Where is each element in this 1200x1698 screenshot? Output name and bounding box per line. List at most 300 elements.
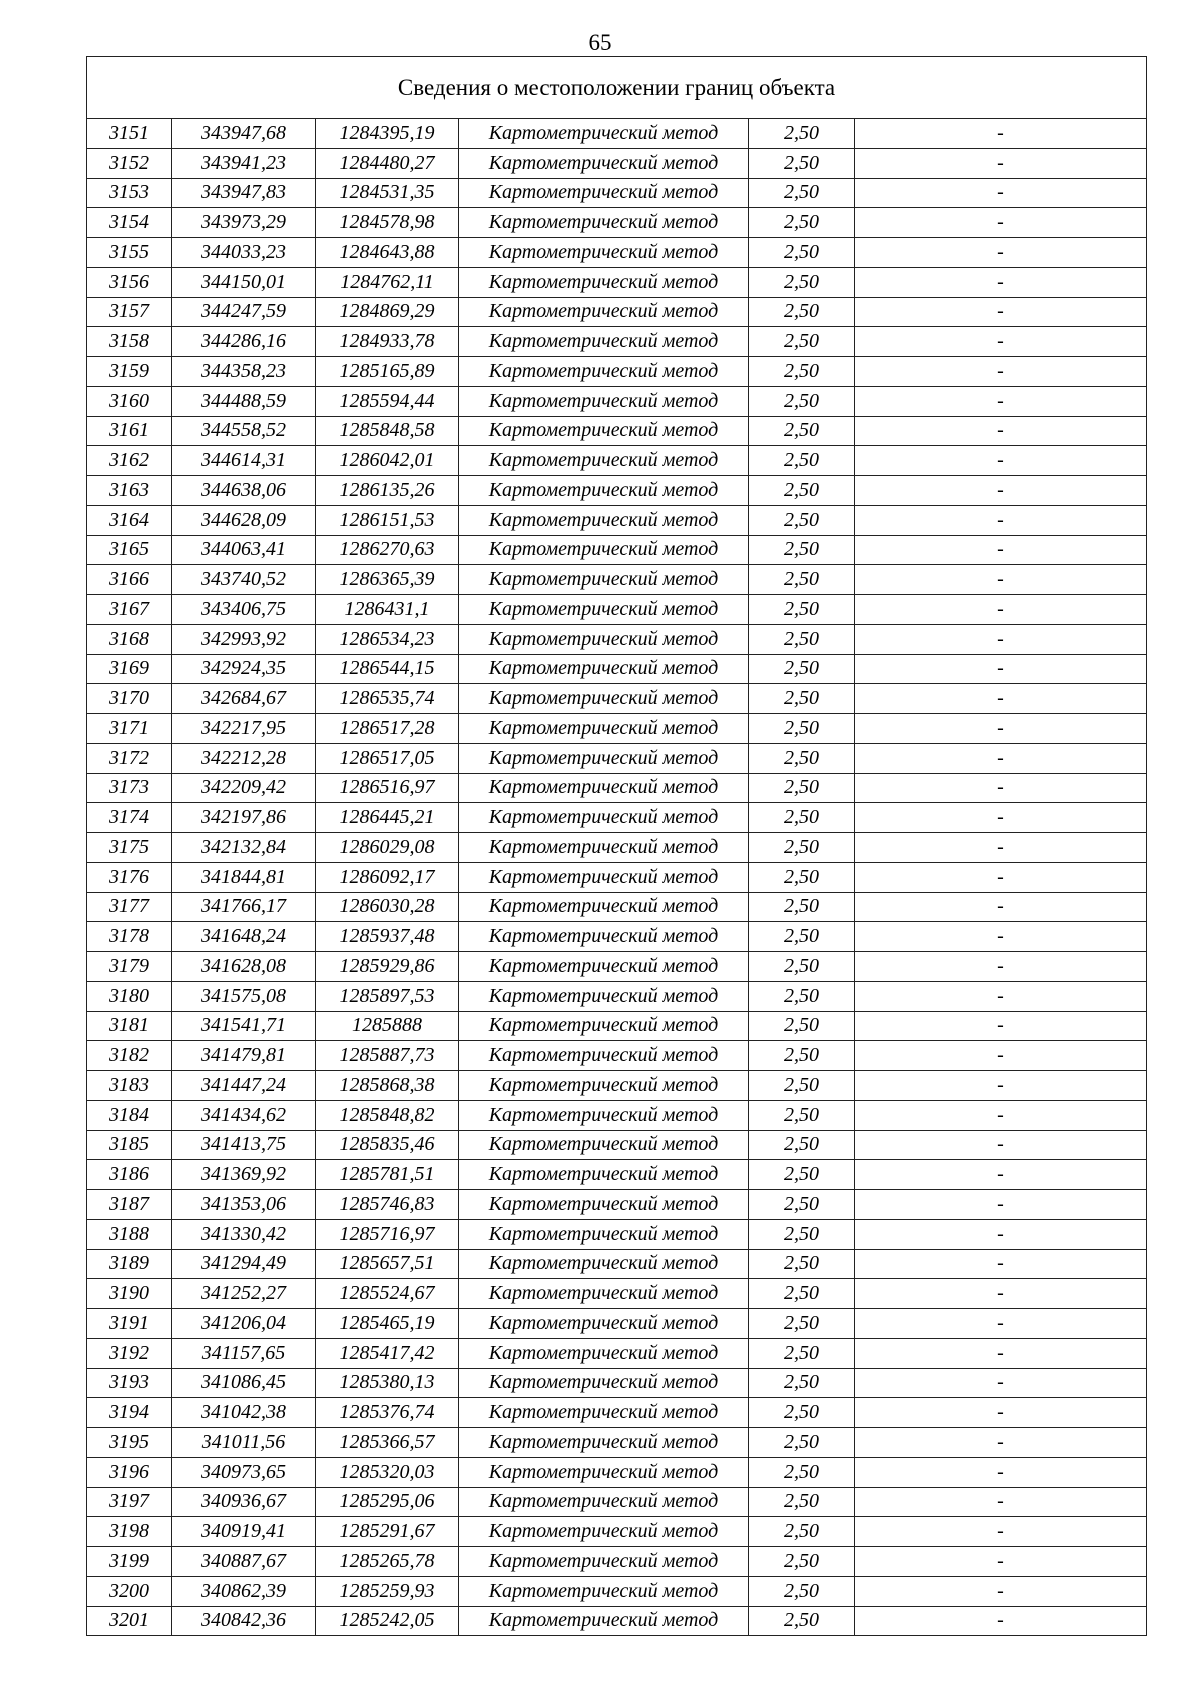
description-cell: - (855, 624, 1147, 654)
x-coordinate-cell: 344063,41 (172, 535, 316, 565)
y-coordinate-cell: 1285657,51 (316, 1249, 459, 1279)
table-row (87, 1249, 1147, 1279)
accuracy-cell: 2,50 (749, 1368, 855, 1398)
table-row (87, 892, 1147, 922)
point-number-cell: 3178 (87, 922, 172, 952)
accuracy-cell: 2,50 (749, 1100, 855, 1130)
table-title-row (87, 57, 1147, 119)
point-number-cell: 3169 (87, 654, 172, 684)
table-row (87, 1041, 1147, 1071)
method-cell: Картометрический метод (459, 1160, 749, 1190)
x-coordinate-cell: 341330,42 (172, 1219, 316, 1249)
table-row (87, 238, 1147, 268)
method-cell: Картометрический метод (459, 267, 749, 297)
y-coordinate-cell: 1286030,28 (316, 892, 459, 922)
method-cell: Картометрический метод (459, 297, 749, 327)
x-coordinate-cell: 344628,09 (172, 505, 316, 535)
y-coordinate-cell: 1285781,51 (316, 1160, 459, 1190)
description-cell: - (855, 803, 1147, 833)
description-cell: - (855, 1338, 1147, 1368)
table-row (87, 1160, 1147, 1190)
accuracy-cell: 2,50 (749, 773, 855, 803)
y-coordinate-cell: 1285897,53 (316, 981, 459, 1011)
y-coordinate-cell: 1285417,42 (316, 1338, 459, 1368)
y-coordinate-cell: 1286431,1 (316, 595, 459, 625)
table-row (87, 1368, 1147, 1398)
method-cell: Картометрический метод (459, 535, 749, 565)
point-number-cell: 3157 (87, 297, 172, 327)
point-number-cell: 3193 (87, 1368, 172, 1398)
x-coordinate-cell: 342197,86 (172, 803, 316, 833)
point-number-cell: 3180 (87, 981, 172, 1011)
description-cell: - (855, 1398, 1147, 1428)
y-coordinate-cell: 1286270,63 (316, 535, 459, 565)
accuracy-cell: 2,50 (749, 1219, 855, 1249)
method-cell: Картометрический метод (459, 1100, 749, 1130)
description-cell: - (855, 535, 1147, 565)
point-number-cell: 3171 (87, 714, 172, 744)
accuracy-cell: 2,50 (749, 1487, 855, 1517)
x-coordinate-cell: 341206,04 (172, 1309, 316, 1339)
table-row (87, 1487, 1147, 1517)
description-cell: - (855, 505, 1147, 535)
description-cell: - (855, 297, 1147, 327)
description-cell: - (855, 1279, 1147, 1309)
y-coordinate-cell: 1285887,73 (316, 1041, 459, 1071)
method-cell: Картометрический метод (459, 1576, 749, 1606)
x-coordinate-cell: 341353,06 (172, 1190, 316, 1220)
description-cell: - (855, 1130, 1147, 1160)
description-cell: - (855, 952, 1147, 982)
accuracy-cell: 2,50 (749, 684, 855, 714)
table-row (87, 1457, 1147, 1487)
x-coordinate-cell: 342209,42 (172, 773, 316, 803)
accuracy-cell: 2,50 (749, 565, 855, 595)
point-number-cell: 3195 (87, 1428, 172, 1458)
table-row (87, 862, 1147, 892)
y-coordinate-cell: 1284395,19 (316, 119, 459, 149)
y-coordinate-cell: 1284762,11 (316, 267, 459, 297)
x-coordinate-cell: 343406,75 (172, 595, 316, 625)
table-row (87, 1309, 1147, 1339)
table-body (87, 57, 1147, 1636)
y-coordinate-cell: 1284933,78 (316, 327, 459, 357)
method-cell: Картометрический метод (459, 416, 749, 446)
y-coordinate-cell: 1285929,86 (316, 952, 459, 982)
table-row (87, 1100, 1147, 1130)
method-cell: Картометрический метод (459, 178, 749, 208)
accuracy-cell: 2,50 (749, 1041, 855, 1071)
description-cell: - (855, 446, 1147, 476)
method-cell: Картометрический метод (459, 565, 749, 595)
x-coordinate-cell: 341575,08 (172, 981, 316, 1011)
point-number-cell: 3153 (87, 178, 172, 208)
point-number-cell: 3166 (87, 565, 172, 595)
y-coordinate-cell: 1285937,48 (316, 922, 459, 952)
point-number-cell: 3168 (87, 624, 172, 654)
method-cell: Картометрический метод (459, 624, 749, 654)
table-row (87, 1576, 1147, 1606)
accuracy-cell: 2,50 (749, 714, 855, 744)
x-coordinate-cell: 344247,59 (172, 297, 316, 327)
description-cell: - (855, 1487, 1147, 1517)
table-row (87, 416, 1147, 446)
method-cell: Картометрический метод (459, 892, 749, 922)
accuracy-cell: 2,50 (749, 833, 855, 863)
accuracy-cell: 2,50 (749, 1011, 855, 1041)
accuracy-cell: 2,50 (749, 208, 855, 238)
x-coordinate-cell: 342993,92 (172, 624, 316, 654)
y-coordinate-cell: 1286445,21 (316, 803, 459, 833)
description-cell: - (855, 238, 1147, 268)
x-coordinate-cell: 343941,23 (172, 148, 316, 178)
description-cell: - (855, 1160, 1147, 1190)
table-row (87, 327, 1147, 357)
accuracy-cell: 2,50 (749, 743, 855, 773)
method-cell: Картометрический метод (459, 743, 749, 773)
point-number-cell: 3177 (87, 892, 172, 922)
table-row (87, 1547, 1147, 1577)
description-cell: - (855, 714, 1147, 744)
table-row (87, 565, 1147, 595)
table-row (87, 624, 1147, 654)
accuracy-cell: 2,50 (749, 119, 855, 149)
point-number-cell: 3176 (87, 862, 172, 892)
page-number: 65 (588, 30, 612, 55)
table-row (87, 267, 1147, 297)
accuracy-cell: 2,50 (749, 654, 855, 684)
y-coordinate-cell: 1285524,67 (316, 1279, 459, 1309)
point-number-cell: 3190 (87, 1279, 172, 1309)
method-cell: Картометрический метод (459, 952, 749, 982)
point-number-cell: 3187 (87, 1190, 172, 1220)
point-number-cell: 3183 (87, 1071, 172, 1101)
x-coordinate-cell: 341541,71 (172, 1011, 316, 1041)
description-cell: - (855, 1368, 1147, 1398)
y-coordinate-cell: 1286135,26 (316, 476, 459, 506)
y-coordinate-cell: 1284869,29 (316, 297, 459, 327)
x-coordinate-cell: 344033,23 (172, 238, 316, 268)
accuracy-cell: 2,50 (749, 1428, 855, 1458)
method-cell: Картометрический метод (459, 357, 749, 387)
description-cell: - (855, 1576, 1147, 1606)
point-number-cell: 3172 (87, 743, 172, 773)
method-cell: Картометрический метод (459, 1457, 749, 1487)
table-row (87, 1071, 1147, 1101)
y-coordinate-cell: 1286092,17 (316, 862, 459, 892)
x-coordinate-cell: 340936,67 (172, 1487, 316, 1517)
point-number-cell: 3151 (87, 119, 172, 149)
description-cell: - (855, 1071, 1147, 1101)
point-number-cell: 3159 (87, 357, 172, 387)
method-cell: Картометрический метод (459, 1041, 749, 1071)
method-cell: Картометрический метод (459, 238, 749, 268)
table-row (87, 743, 1147, 773)
y-coordinate-cell: 1286516,97 (316, 773, 459, 803)
table-row (87, 1338, 1147, 1368)
point-number-cell: 3156 (87, 267, 172, 297)
point-number-cell: 3196 (87, 1457, 172, 1487)
method-cell: Картометрический метод (459, 803, 749, 833)
x-coordinate-cell: 341252,27 (172, 1279, 316, 1309)
x-coordinate-cell: 341766,17 (172, 892, 316, 922)
x-coordinate-cell: 344614,31 (172, 446, 316, 476)
point-number-cell: 3181 (87, 1011, 172, 1041)
method-cell: Картометрический метод (459, 1011, 749, 1041)
point-number-cell: 3155 (87, 238, 172, 268)
x-coordinate-cell: 340919,41 (172, 1517, 316, 1547)
point-number-cell: 3188 (87, 1219, 172, 1249)
accuracy-cell: 2,50 (749, 1606, 855, 1636)
method-cell: Картометрический метод (459, 446, 749, 476)
description-cell: - (855, 1190, 1147, 1220)
x-coordinate-cell: 341413,75 (172, 1130, 316, 1160)
point-number-cell: 3173 (87, 773, 172, 803)
y-coordinate-cell: 1285320,03 (316, 1457, 459, 1487)
table-row (87, 535, 1147, 565)
accuracy-cell: 2,50 (749, 238, 855, 268)
point-number-cell: 3161 (87, 416, 172, 446)
method-cell: Картометрический метод (459, 476, 749, 506)
x-coordinate-cell: 342212,28 (172, 743, 316, 773)
y-coordinate-cell: 1285242,05 (316, 1606, 459, 1636)
method-cell: Картометрический метод (459, 1398, 749, 1428)
table-row (87, 1130, 1147, 1160)
accuracy-cell: 2,50 (749, 595, 855, 625)
method-cell: Картометрический метод (459, 922, 749, 952)
point-number-cell: 3182 (87, 1041, 172, 1071)
y-coordinate-cell: 1286517,28 (316, 714, 459, 744)
x-coordinate-cell: 342924,35 (172, 654, 316, 684)
description-cell: - (855, 476, 1147, 506)
table-row (87, 1279, 1147, 1309)
table-row (87, 386, 1147, 416)
point-number-cell: 3164 (87, 505, 172, 535)
accuracy-cell: 2,50 (749, 148, 855, 178)
x-coordinate-cell: 344488,59 (172, 386, 316, 416)
x-coordinate-cell: 341434,62 (172, 1100, 316, 1130)
accuracy-cell: 2,50 (749, 624, 855, 654)
method-cell: Картометрический метод (459, 862, 749, 892)
point-number-cell: 3158 (87, 327, 172, 357)
description-cell: - (855, 178, 1147, 208)
y-coordinate-cell: 1285165,89 (316, 357, 459, 387)
x-coordinate-cell: 340842,36 (172, 1606, 316, 1636)
point-number-cell: 3198 (87, 1517, 172, 1547)
table-row (87, 357, 1147, 387)
y-coordinate-cell: 1286534,23 (316, 624, 459, 654)
y-coordinate-cell: 1285716,97 (316, 1219, 459, 1249)
method-cell: Картометрический метод (459, 1219, 749, 1249)
method-cell: Картометрический метод (459, 654, 749, 684)
description-cell: - (855, 922, 1147, 952)
description-cell: - (855, 148, 1147, 178)
method-cell: Картометрический метод (459, 386, 749, 416)
description-cell: - (855, 357, 1147, 387)
accuracy-cell: 2,50 (749, 535, 855, 565)
description-cell: - (855, 1219, 1147, 1249)
accuracy-cell: 2,50 (749, 803, 855, 833)
x-coordinate-cell: 341447,24 (172, 1071, 316, 1101)
table-row (87, 1428, 1147, 1458)
description-cell: - (855, 773, 1147, 803)
table-row (87, 773, 1147, 803)
table-row (87, 595, 1147, 625)
point-number-cell: 3184 (87, 1100, 172, 1130)
method-cell: Картометрический метод (459, 1249, 749, 1279)
table-row (87, 684, 1147, 714)
point-number-cell: 3189 (87, 1249, 172, 1279)
table-row (87, 922, 1147, 952)
point-number-cell: 3194 (87, 1398, 172, 1428)
point-number-cell: 3163 (87, 476, 172, 506)
x-coordinate-cell: 343947,83 (172, 178, 316, 208)
accuracy-cell: 2,50 (749, 327, 855, 357)
y-coordinate-cell: 1285868,38 (316, 1071, 459, 1101)
x-coordinate-cell: 341844,81 (172, 862, 316, 892)
table-title: Сведения о местоположении границ объекта (87, 57, 1147, 119)
x-coordinate-cell: 341042,38 (172, 1398, 316, 1428)
table-row (87, 654, 1147, 684)
method-cell: Картометрический метод (459, 1606, 749, 1636)
accuracy-cell: 2,50 (749, 892, 855, 922)
point-number-cell: 3199 (87, 1547, 172, 1577)
description-cell: - (855, 1100, 1147, 1130)
accuracy-cell: 2,50 (749, 416, 855, 446)
table-row (87, 981, 1147, 1011)
table-row (87, 476, 1147, 506)
accuracy-cell: 2,50 (749, 1279, 855, 1309)
y-coordinate-cell: 1285746,83 (316, 1190, 459, 1220)
accuracy-cell: 2,50 (749, 505, 855, 535)
description-cell: - (855, 833, 1147, 863)
description-cell: - (855, 267, 1147, 297)
description-cell: - (855, 892, 1147, 922)
y-coordinate-cell: 1286029,08 (316, 833, 459, 863)
table-row (87, 119, 1147, 149)
table-row (87, 178, 1147, 208)
accuracy-cell: 2,50 (749, 1309, 855, 1339)
point-number-cell: 3160 (87, 386, 172, 416)
accuracy-cell: 2,50 (749, 862, 855, 892)
accuracy-cell: 2,50 (749, 1249, 855, 1279)
table-row (87, 1219, 1147, 1249)
table-row (87, 297, 1147, 327)
table-row (87, 148, 1147, 178)
point-number-cell: 3201 (87, 1606, 172, 1636)
y-coordinate-cell: 1285259,93 (316, 1576, 459, 1606)
y-coordinate-cell: 1285888 (316, 1011, 459, 1041)
accuracy-cell: 2,50 (749, 1398, 855, 1428)
y-coordinate-cell: 1285835,46 (316, 1130, 459, 1160)
description-cell: - (855, 386, 1147, 416)
x-coordinate-cell: 341086,45 (172, 1368, 316, 1398)
method-cell: Картометрический метод (459, 1368, 749, 1398)
x-coordinate-cell: 344286,16 (172, 327, 316, 357)
description-cell: - (855, 119, 1147, 149)
method-cell: Картометрический метод (459, 773, 749, 803)
method-cell: Картометрический метод (459, 1190, 749, 1220)
description-cell: - (855, 1428, 1147, 1458)
accuracy-cell: 2,50 (749, 446, 855, 476)
y-coordinate-cell: 1285380,13 (316, 1368, 459, 1398)
point-number-cell: 3165 (87, 535, 172, 565)
point-number-cell: 3167 (87, 595, 172, 625)
table-row (87, 1606, 1147, 1636)
method-cell: Картометрический метод (459, 714, 749, 744)
x-coordinate-cell: 341157,65 (172, 1338, 316, 1368)
y-coordinate-cell: 1284480,27 (316, 148, 459, 178)
y-coordinate-cell: 1286365,39 (316, 565, 459, 595)
x-coordinate-cell: 343973,29 (172, 208, 316, 238)
method-cell: Картометрический метод (459, 1547, 749, 1577)
x-coordinate-cell: 341294,49 (172, 1249, 316, 1279)
accuracy-cell: 2,50 (749, 297, 855, 327)
method-cell: Картометрический метод (459, 1071, 749, 1101)
y-coordinate-cell: 1285366,57 (316, 1428, 459, 1458)
point-number-cell: 3179 (87, 952, 172, 982)
x-coordinate-cell: 341648,24 (172, 922, 316, 952)
table-row (87, 833, 1147, 863)
accuracy-cell: 2,50 (749, 922, 855, 952)
accuracy-cell: 2,50 (749, 386, 855, 416)
table-row (87, 446, 1147, 476)
method-cell: Картометрический метод (459, 1279, 749, 1309)
description-cell: - (855, 416, 1147, 446)
y-coordinate-cell: 1285465,19 (316, 1309, 459, 1339)
x-coordinate-cell: 344638,06 (172, 476, 316, 506)
accuracy-cell: 2,50 (749, 952, 855, 982)
y-coordinate-cell: 1285376,74 (316, 1398, 459, 1428)
x-coordinate-cell: 340862,39 (172, 1576, 316, 1606)
method-cell: Картометрический метод (459, 505, 749, 535)
point-number-cell: 3186 (87, 1160, 172, 1190)
accuracy-cell: 2,50 (749, 1547, 855, 1577)
description-cell: - (855, 1457, 1147, 1487)
table-row (87, 952, 1147, 982)
table-row (87, 1011, 1147, 1041)
method-cell: Картометрический метод (459, 1428, 749, 1458)
y-coordinate-cell: 1285594,44 (316, 386, 459, 416)
x-coordinate-cell: 340973,65 (172, 1457, 316, 1487)
method-cell: Картометрический метод (459, 1487, 749, 1517)
x-coordinate-cell: 341628,08 (172, 952, 316, 982)
y-coordinate-cell: 1284643,88 (316, 238, 459, 268)
y-coordinate-cell: 1286042,01 (316, 446, 459, 476)
method-cell: Картометрический метод (459, 208, 749, 238)
method-cell: Картометрический метод (459, 327, 749, 357)
y-coordinate-cell: 1284578,98 (316, 208, 459, 238)
accuracy-cell: 2,50 (749, 476, 855, 506)
x-coordinate-cell: 341479,81 (172, 1041, 316, 1071)
description-cell: - (855, 743, 1147, 773)
table-row (87, 1398, 1147, 1428)
y-coordinate-cell: 1285848,58 (316, 416, 459, 446)
description-cell: - (855, 1517, 1147, 1547)
point-number-cell: 3162 (87, 446, 172, 476)
table-row (87, 208, 1147, 238)
description-cell: - (855, 684, 1147, 714)
y-coordinate-cell: 1286517,05 (316, 743, 459, 773)
accuracy-cell: 2,50 (749, 1071, 855, 1101)
point-number-cell: 3175 (87, 833, 172, 863)
method-cell: Картометрический метод (459, 595, 749, 625)
point-number-cell: 3174 (87, 803, 172, 833)
y-coordinate-cell: 1286544,15 (316, 654, 459, 684)
table-row (87, 803, 1147, 833)
method-cell: Картометрический метод (459, 684, 749, 714)
accuracy-cell: 2,50 (749, 1517, 855, 1547)
